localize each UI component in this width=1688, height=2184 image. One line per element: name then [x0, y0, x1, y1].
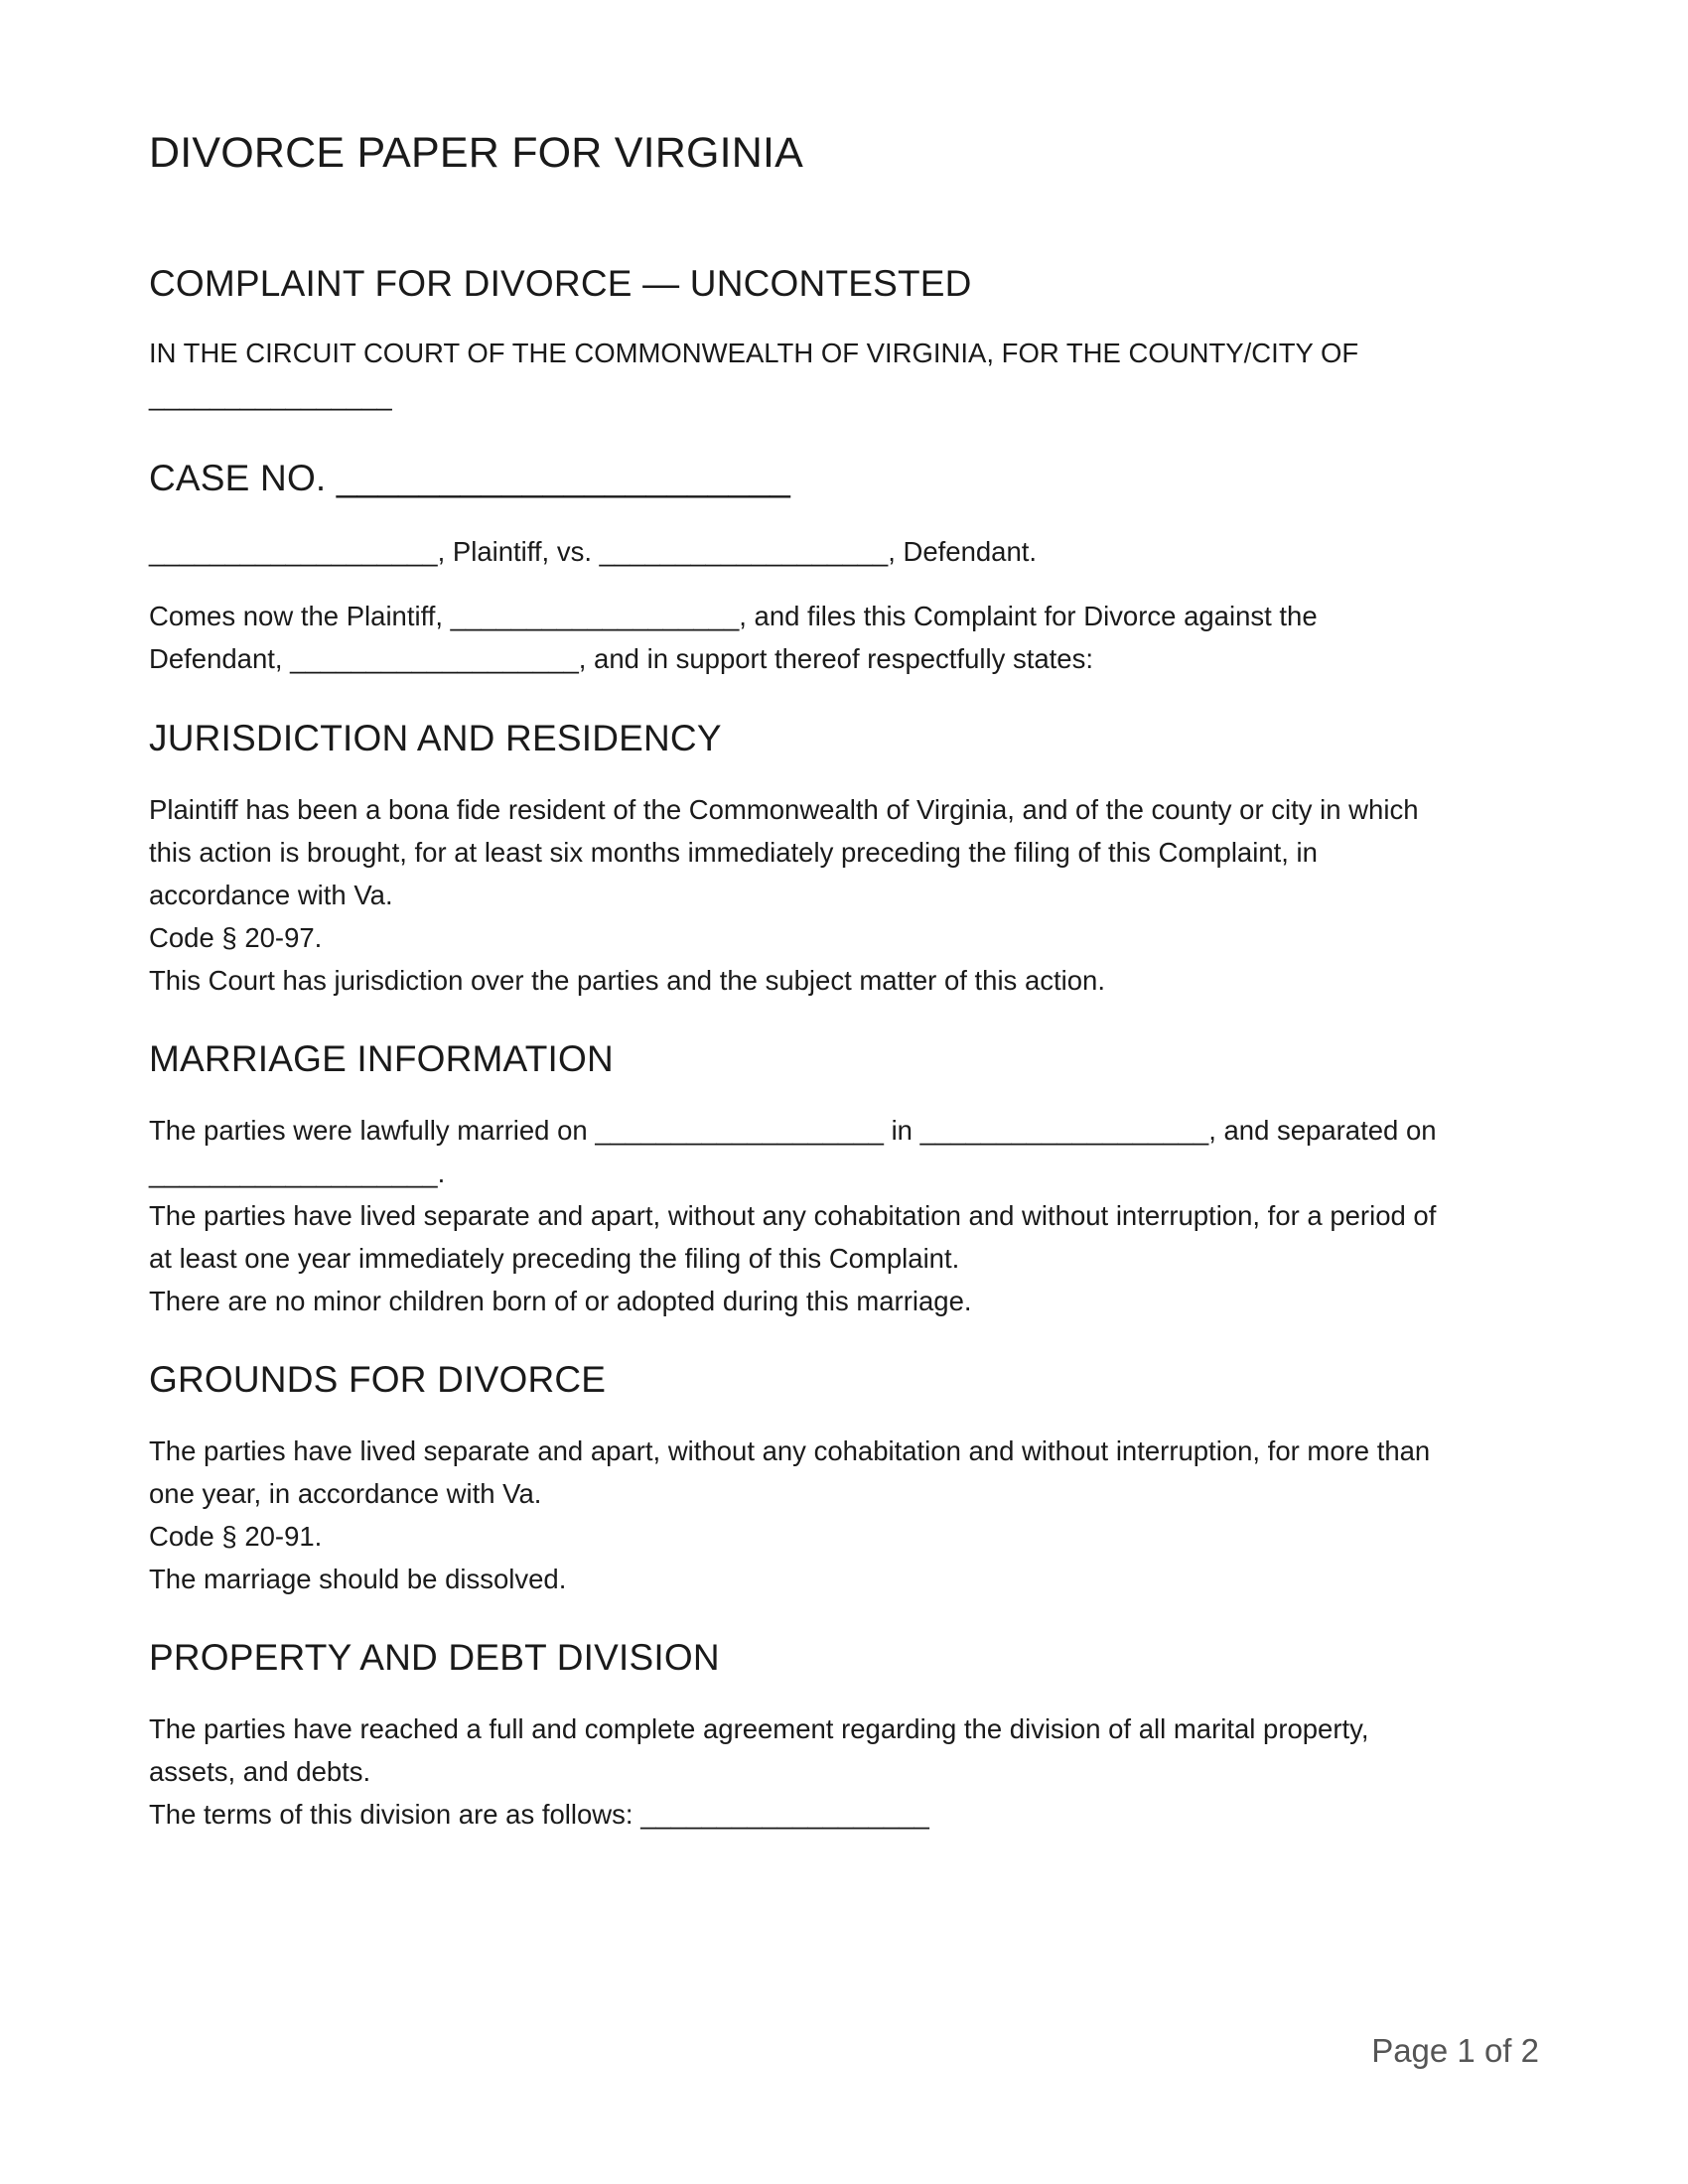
intro-line: Comes now the Plaintiff, ___________________, and files this Complaint for Divorce against the — [149, 601, 1318, 631]
property-line: assets, and debts. — [149, 1756, 371, 1787]
grounds-heading: GROUNDS FOR DIVORCE — [149, 1359, 607, 1400]
jurisdiction-line: This Court has jurisdiction over the parties and the subject matter of this action. — [149, 965, 1105, 996]
court-paragraph — [149, 332, 1539, 417]
parties-line: ___________________, Plaintiff, vs. ___________________, Defendant. — [149, 536, 1038, 567]
property-line: The parties have reached a full and complete agreement regarding the division of all marital property, — [149, 1713, 1369, 1744]
marriage-paragraph — [149, 1109, 1539, 1322]
intro-line: Defendant, ___________________, and in support thereof respectfully states: — [149, 643, 1093, 674]
marriage-line: ___________________. — [149, 1158, 446, 1188]
marriage-line: The parties were lawfully married on ___________________ in ___________________, and separated on — [149, 1115, 1437, 1146]
marriage-line: There are no minor children born of or adopted during this marriage. — [149, 1286, 972, 1316]
intro-paragraph — [149, 595, 1539, 680]
grounds-line: one year, in accordance with Va. — [149, 1478, 542, 1509]
jurisdiction-heading: JURISDICTION AND RESIDENCY — [149, 718, 722, 758]
jurisdiction-line: accordance with Va. — [149, 880, 393, 910]
grounds-line: The parties have lived separate and apart, without any cohabitation and without interruption, for more than — [149, 1435, 1431, 1466]
marriage-line: The parties have lived separate and apart, without any cohabitation and without interruption, for a period of — [149, 1200, 1437, 1231]
property-heading: PROPERTY AND DEBT DIVISION — [149, 1637, 720, 1678]
county-blank: ________________ — [149, 380, 392, 411]
grounds-line: The marriage should be dissolved. — [149, 1564, 567, 1594]
document-title: DIVORCE PAPER FOR VIRGINIA — [149, 129, 804, 177]
jurisdiction-line: Plaintiff has been a bona fide resident of the Commonwealth of Virginia, and of the county or city in which — [149, 794, 1419, 825]
property-paragraph — [149, 1707, 1539, 1836]
grounds-line: Code § 20-91. — [149, 1521, 323, 1552]
parties-paragraph — [149, 530, 1539, 573]
marriage-heading: MARRIAGE INFORMATION — [149, 1038, 614, 1079]
marriage-line: at least one year immediately preceding the filing of this Complaint. — [149, 1243, 960, 1274]
jurisdiction-line: this action is brought, for at least six months immediately preceding the filing of this Complaint, in — [149, 837, 1318, 868]
page-number: Page 1 of 2 — [1371, 2032, 1539, 2069]
jurisdiction-line: Code § 20-97. — [149, 922, 323, 953]
property-line: The terms of this division are as follows: ___________________ — [149, 1799, 929, 1830]
jurisdiction-paragraph — [149, 788, 1539, 1002]
court-line: IN THE CIRCUIT COURT OF THE COMMONWEALTH OF VIRGINIA, FOR THE COUNTY/CITY OF — [149, 338, 1359, 368]
grounds-paragraph — [149, 1430, 1539, 1600]
document-page — [149, 0, 1539, 2184]
case-number: CASE NO. ______________________ — [149, 458, 791, 498]
complaint-heading: COMPLAINT FOR DIVORCE — UNCONTESTED — [149, 263, 972, 304]
